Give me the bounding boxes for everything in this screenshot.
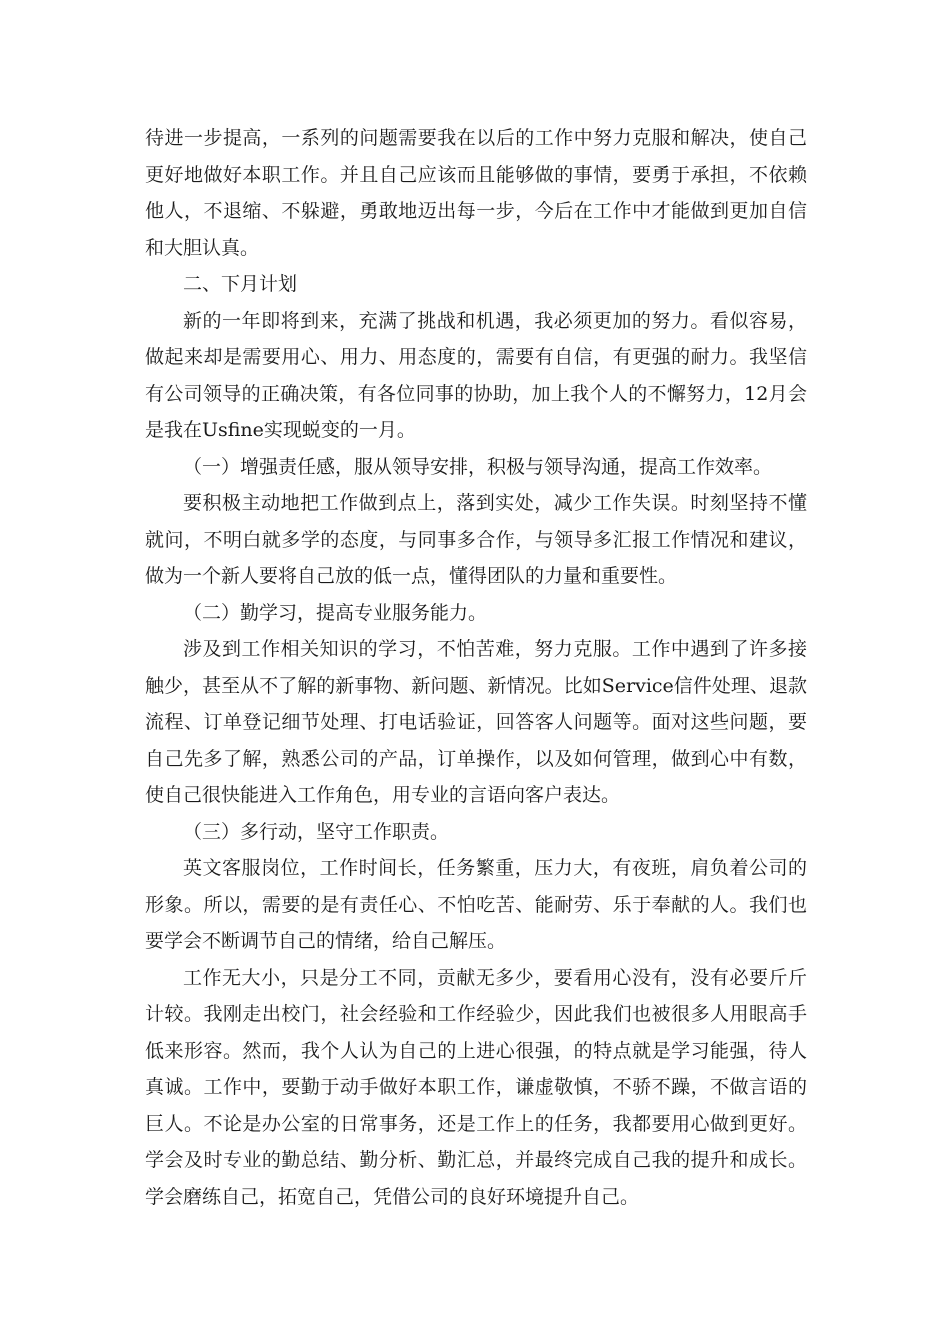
document-body: [145, 120, 807, 1215]
paragraph-continuation: 待进一步提高，一系列的问题需要我在以后的工作中努力克服和解决，使自己更好地做好本职工作。并且自己应该而且能够做的事情，要勇于承担，不依赖他人，不退缩、不躲避，勇敢地迈出每一步，今后在工作中才能做到更加自信和大胆认真。: [145, 127, 807, 259]
paragraph-action: 英文客服岗位，工作时间长，任务繁重，压力大，有夜班，肩负着公司的形象。所以，需要的是有责任心、不怕吃苦、能耐劳、乐于奉献的人。我们也要学会不断调节自己的情绪，给自己解压。: [145, 857, 807, 952]
paragraph-intro: 新的一年即将到来，充满了挑战和机遇，我必须更加的努力。看似容易，做起来却是需要用心、用力、用态度的，需要有自信，有更强的耐力。我坚信有公司领导的正确决策，有各位同事的协助，加上我个人的不懈努力，12月会是我在Usfine实现蜕变的一月。: [145, 309, 807, 441]
subheading-responsibility: （一）增强责任感，服从领导安排，积极与领导沟通，提高工作效率。: [183, 455, 773, 478]
paragraph-attitude: 工作无大小，只是分工不同，贡献无多少，要看用心没有，没有必要斤斤计较。我刚走出校门，社会经验和工作经验少，因此我们也被很多人用眼高手低来形容。然而，我个人认为自己的上进心很强，的特点就是学习能强，待人真诚。工作中，要勤于动手做好本职工作，谦虚敬慎，不骄不躁，不做言语的巨人。不论是办公室的日常事务，还是工作上的任务，我都要用心做到更好。学会及时专业的勤总结、勤分析、勤汇总，并最终完成自己我的提升和成长。学会磨练自己，拓宽自己，凭借公司的良好环境提升自己。: [145, 966, 807, 1208]
paragraph-responsibility: 要积极主动地把工作做到点上，落到实处，减少工作失误。时刻坚持不懂就问，不明白就多学的态度，与同事多合作，与领导多汇报工作情况和建议，做为一个新人要将自己放的低一点，懂得团队的力量和重要性。: [145, 492, 807, 587]
subheading-study: （二）勤学习，提高专业服务能力。: [183, 601, 488, 624]
section-heading-next-month-plan: 二、下月计划: [183, 273, 298, 295]
paragraph-study: 涉及到工作相关知识的学习，不怕苦难，努力克服。工作中遇到了许多接触少，甚至从不了解的新事物、新问题、新情况。比如Service信件处理、退款流程、订单登记细节处理、打电话验证，回答客人问题等。面对这些问题，要自己先多了解，熟悉公司的产品，订单操作，以及如何管理，做到心中有数，使自己很快能进入工作角色，用专业的言语向客户表达。: [145, 638, 807, 806]
subheading-action: （三）多行动，坚守工作职责。: [183, 820, 450, 843]
